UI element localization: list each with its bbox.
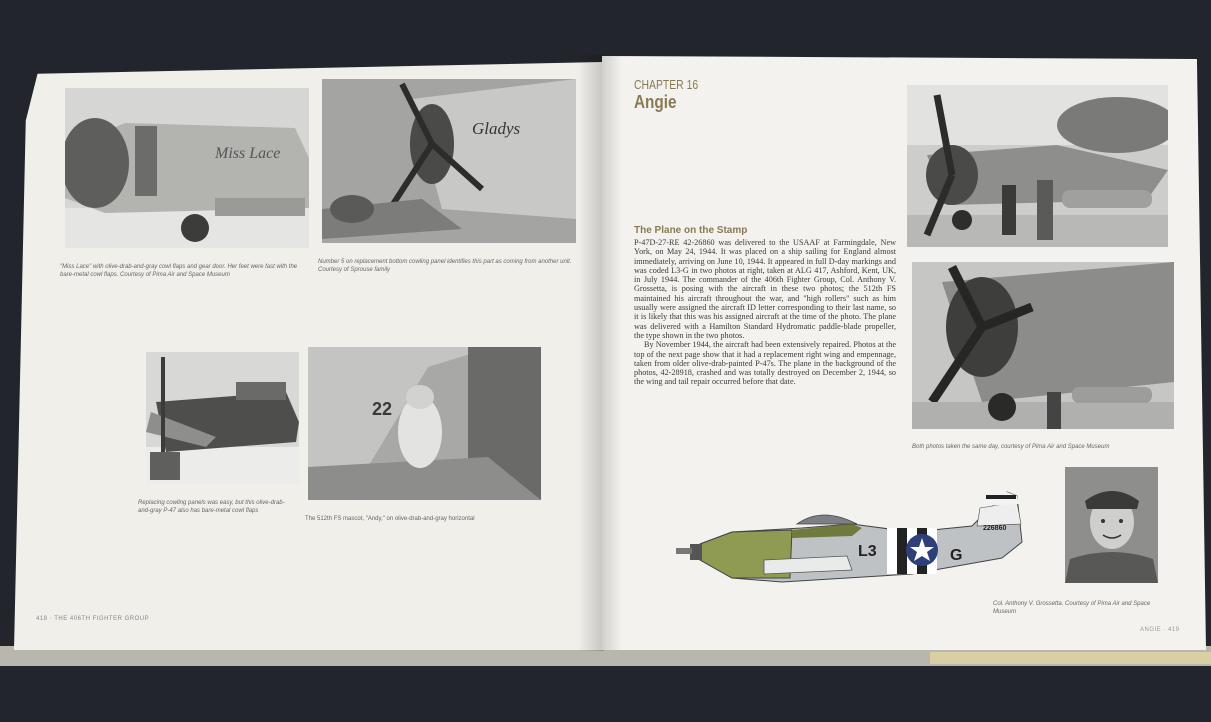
- gladys-photo: [322, 79, 576, 243]
- profile-code-right: G: [950, 547, 963, 564]
- chapter-title: Angie: [634, 92, 677, 112]
- grossetta-plane-photo-2: [912, 262, 1174, 429]
- miss-lace-photo: [65, 88, 309, 248]
- caption-cowling: Replacing cowling panels was easy, but this olive-drab-and-gray P-47 also has bare-metal cowl flaps: [138, 500, 285, 514]
- grossetta-plane-photo-1: [907, 85, 1168, 247]
- grossetta-portrait: [1065, 467, 1158, 583]
- body-paragraph-1: P-47D-27-RE 42-26860 was delivered to the USAAF at Farmingdale, New York, on May 24, 1944. It was placed on a ship sailing for England almost immediately, arriving on June 10, 1944. It appeared in full D-day markings and was coded L3-G in two photos at right, taken at ALG 417, Ashford, Kent, UK, in July 1944. The commander of the 406th Fighter Group, Col. Anthony V. Grossetta, is posing with the aircraft in these two photos; the 512th FS maintained his aircraft throughout the war, and "high rollers" such as him usually were assigned the aircraft ID letter corresponding to their last name, so it is likely that this was his assigned aircraft at the time of the photo. The plane was delivered with a Hamilton Standard Hydromatic paddle-blade propeller, the type shown in the two photos.: [634, 238, 896, 340]
- profile-code-left: L3: [858, 543, 877, 560]
- caption-miss-lace: "Miss Lace" with olive-drab-and-gray cowl flaps and gear door. Her feet were fast with the bare-metal cowl flaps. Courtesy of Pima Air and Space Museum: [60, 264, 298, 278]
- left-page-folio: 418 · THE 406TH FIGHTER GROUP: [36, 616, 150, 622]
- section-heading: The Plane on the Stamp: [634, 225, 748, 236]
- svg-text:Gladys: Gladys: [472, 119, 521, 138]
- svg-text:22: 22: [372, 399, 393, 419]
- right-page-gutter-shadow: [602, 56, 622, 650]
- chapter-label: CHAPTER 16: [634, 77, 699, 92]
- caption-gladys: Number 5 on replacement bottom cowling panel identifies this part as coming from another unit. Courtesy of Sprouse family: [318, 259, 572, 273]
- book-cover-edge: [930, 652, 1211, 664]
- svg-text:Miss Lace: Miss Lace: [215, 145, 281, 162]
- mascot-andy-photo: [308, 347, 541, 500]
- caption-both-photos: Both photos taken the same day, courtesy of Pima Air and Space Museum: [912, 444, 1110, 450]
- caption-mascot: The 512th FS mascot, "Andy," on olive-drab-and-gray horizontal: [305, 516, 475, 522]
- right-page-folio: ANGIE · 419: [1140, 627, 1180, 633]
- body-text: [634, 238, 896, 387]
- caption-portrait: Col. Anthony V. Grossetta. Courtesy of Pima Air and Space Museum: [993, 601, 1151, 615]
- left-page-gutter-shadow: [578, 55, 604, 651]
- body-paragraph-2: By November 1944, the aircraft had been extensively repaired. Photos at the top of the next page show that it had a replacement right wing and empennage, taken from older olive-drab-painted P-47s. The plane in the background of the photos, 42-28918, crashed and was totally destroyed on December 2, 1944, so the wing and tail repair occurred before that date.: [634, 340, 896, 387]
- aircraft-profile: [672, 486, 1024, 590]
- cowling-replacement-photo: [146, 352, 299, 484]
- profile-serial: 226860: [983, 525, 1007, 532]
